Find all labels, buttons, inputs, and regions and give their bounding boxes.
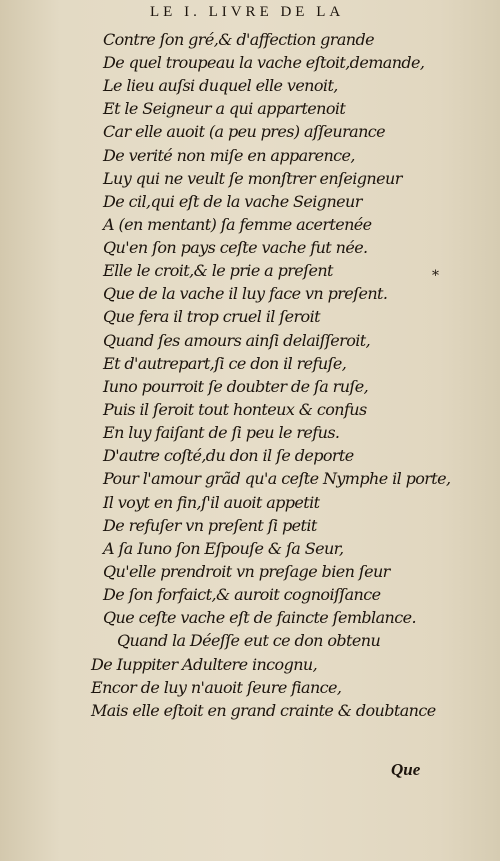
verse-line: Quand la Déeſſe eut ce don obtenu — [117, 631, 381, 650]
catchword: Que — [391, 760, 421, 779]
verse-line: De cil,qui eſt de la vache Seigneur — [103, 192, 362, 211]
verse-line: Elle le croit,& le prie a preſent — [103, 261, 333, 280]
running-header: LE I. LIVRE DE LA — [150, 4, 345, 20]
verse-line: De refuſer vn preſent ſi petit — [103, 516, 317, 535]
verse-line: Puis il ſeroit tout honteux & confus — [103, 400, 367, 419]
verse-line: Qu'elle prendroit vn preſage bien ſeur — [103, 562, 390, 581]
verse-line: De verité non miſe en apparence, — [103, 146, 355, 165]
verse-line: Mais elle eſtoit en grand crainte & doubtance — [91, 701, 436, 720]
margin-asterisk: * — [432, 268, 439, 284]
verse-line: Contre ſon gré,& d'affection grande — [103, 30, 375, 49]
verse-line: Quand ſes amours ainſi delaiſſeroit, — [103, 331, 371, 350]
verse-line: Et le Seigneur a qui appartenoit — [103, 99, 346, 118]
verse-line: Et d'autrepart,ſi ce don il refuſe, — [103, 354, 347, 373]
verse-line: Car elle auoit (a peu pres) aſſeurance — [103, 122, 386, 141]
verse-line: A (en mentant) ſa femme acertenée — [103, 215, 372, 234]
verse-line: Que de la vache il luy face vn preſent. — [103, 284, 388, 303]
verse-line: De Iuppiter Adultere incognu, — [91, 655, 318, 674]
verse-line: D'autre coſté,du don il ſe deporte — [103, 446, 354, 465]
verse-line: En luy faiſant de ſi peu le refus. — [103, 423, 340, 442]
verse-line: Il voyt en fin,ſ'il auoit appetit — [103, 493, 320, 512]
verse-line: Pour l'amour grãd qu'a ceſte Nymphe il porte, — [103, 469, 451, 488]
verse-line: Iuno pourroit ſe doubter de ſa ruſe, — [103, 377, 369, 396]
verse-line: Qu'en ſon pays ceſte vache fut née. — [103, 238, 368, 257]
verse-line: Que fera il trop cruel il ſeroit — [103, 307, 320, 326]
verse-line: Encor de luy n'auoit ſeure fiance, — [91, 678, 342, 697]
verse-line: De quel troupeau la vache eſtoit,demande, — [103, 53, 425, 72]
verse-line: A ſa Iuno ſon Eſpouſe & ſa Seur, — [103, 539, 344, 558]
verse-line: Que ceſte vache eſt de faincte ſemblance. — [103, 608, 416, 627]
verse-line: De ſon forfaict,& auroit cognoiſſance — [103, 585, 381, 604]
verse-line: Luy qui ne veult ſe monſtrer enſeigneur — [103, 169, 402, 188]
verse-line: Le lieu auſsi duquel elle venoit, — [103, 76, 338, 95]
